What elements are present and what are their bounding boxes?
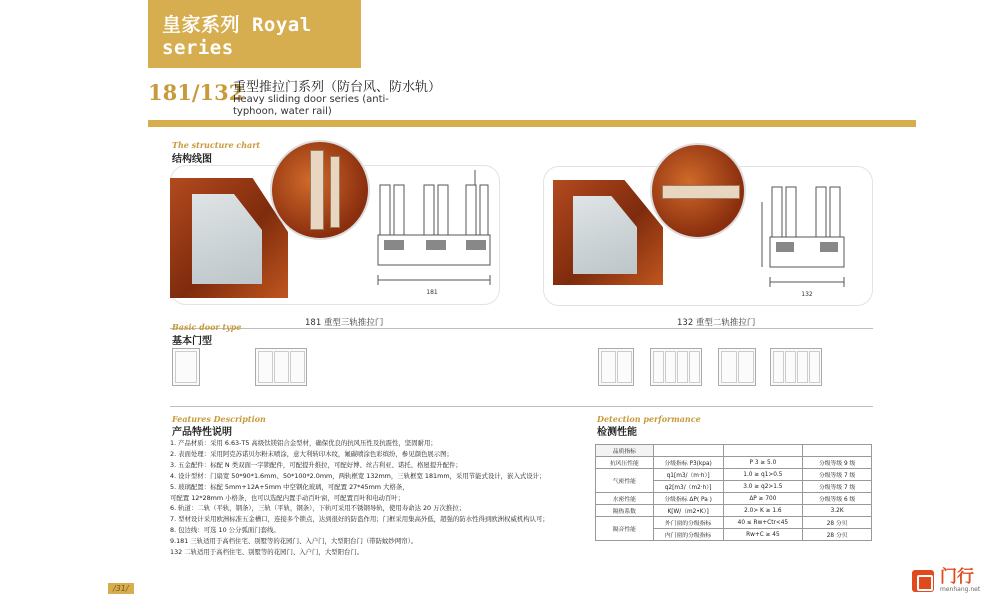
table-cell: 分级指标 ΔP( Pa ) xyxy=(653,493,723,505)
table-cell: 1.0 ≥ q1>0.5 xyxy=(723,469,803,481)
site-logo[interactable] xyxy=(912,568,980,593)
table-cell: 隔音性能 xyxy=(596,517,654,541)
header-divider xyxy=(148,120,916,127)
table-cell: K[W/（m2•K）] xyxy=(653,505,723,517)
table-cell: 3.0 ≥ q2>1.5 xyxy=(723,481,803,493)
cross-section-drawing-181 xyxy=(370,170,500,310)
table-cell: 隔热系数 xyxy=(596,505,654,517)
table-cell: P 3 ≥ 5.0 xyxy=(723,457,803,469)
table-cell: 水密性能 xyxy=(596,493,654,505)
logo-text-cn: 门行 xyxy=(940,567,974,587)
feature-line: 1. 产品材质：采用 6.63-T5 高级钛镁铝合金型材，确保优良的抗风压性及抗震性，坚固耐用； xyxy=(170,439,437,447)
section-divider-2 xyxy=(170,406,873,407)
door-type-icon-single xyxy=(172,348,200,386)
door-type-icon-four-panel-b xyxy=(770,348,822,386)
structure-heading-en: The structure chart xyxy=(172,140,261,150)
table-cell: 内门窗的分级指标 xyxy=(653,529,723,541)
table-cell: 气密性能 xyxy=(596,469,654,493)
feature-line: 132 二轨适用于高档住宅、别墅等的花园门、入户门，大型阳台门。 xyxy=(170,548,364,557)
door-type-icon-three-panel xyxy=(255,348,307,386)
door-type-icon-two-panel xyxy=(598,348,634,386)
door-type-icon-four-panel-a xyxy=(650,348,702,386)
product-title-cn: 重型推拉门系列（防台风、防水轨） xyxy=(233,80,442,95)
table-cell: q1[m3/（m·h）] xyxy=(653,469,723,481)
table-cell: 分级等级 9 级 xyxy=(803,457,872,469)
door-type-icon-two-panel-b xyxy=(718,348,756,386)
features-list xyxy=(170,438,585,558)
table-cell: 40 ≤ Rw+Ctr<45 xyxy=(723,517,803,529)
series-banner-text: 皇家系列 Royal series xyxy=(162,13,312,59)
structure-heading-cn: 结构线图 xyxy=(172,154,212,165)
table-cell: 3.2K xyxy=(803,505,872,517)
caption-181: 181 重型三轨推拉门 xyxy=(305,318,384,328)
door-type-heading-en: Basic door type xyxy=(172,322,242,332)
table-cell: 分级指标 P3(kpa) xyxy=(653,457,723,469)
table-cell: 分级等级 7 级 xyxy=(803,469,872,481)
table-cell: 2.0> K ≥ 1.6 xyxy=(723,505,803,517)
feature-line: 5. 玻璃配置：标配 5mm+12A+5mm 中空钢化玻璃，可配置 27*45mm 大格条， xyxy=(170,482,409,491)
series-banner xyxy=(148,0,361,68)
logo-icon xyxy=(912,570,934,592)
table-row xyxy=(596,457,872,469)
table-header-cell: 品质指标 xyxy=(596,445,654,457)
features-heading-cn: 产品特性说明 xyxy=(172,427,232,438)
feature-line: 可配置 12*28mm 小格条，也可以选配内置手动百叶窗，可配置百叶和电动百叶； xyxy=(170,493,405,502)
performance-heading-en: Detection performance xyxy=(597,414,701,424)
table-cell: 分级等级 6 级 xyxy=(803,493,872,505)
page-number: /31/ xyxy=(108,583,134,594)
table-cell: 抗风压性能 xyxy=(596,457,654,469)
section-divider xyxy=(170,328,873,329)
table-cell: q2[m3/（m2·h）] xyxy=(653,481,723,493)
logo-text-en: menhang.net xyxy=(940,586,981,593)
feature-line: 6. 轨道：二轨（平轨，钢条），三轨（平轨，钢条），下轨可采用不锈钢导轨，使用寿命达 20 万次推拉； xyxy=(170,504,466,513)
feature-line: 2. 表面处理：采用阿克苏诺贝尔粉末喷涂，意大利转印木纹，氟碳喷涂色彩缤纷，参见颜色展示图； xyxy=(170,449,453,458)
table-cell: ΔP ≥ 700 xyxy=(723,493,803,505)
dim-label-132: 132 xyxy=(801,291,813,298)
table-cell: Rw+C ≥ 45 xyxy=(723,529,803,541)
door-corner-photo-132 xyxy=(553,180,663,285)
door-type-heading-cn: 基本门型 xyxy=(172,336,212,347)
features-heading-en: Features Description xyxy=(172,414,266,424)
feature-line: 9.181 三轨适用于高档住宅、别墅等的花园门、入户门，大型阳台门（带防蚊纱网帘）。 xyxy=(170,537,418,546)
table-row xyxy=(596,505,872,517)
table-cell: 28 分贝 xyxy=(803,517,872,529)
cross-section-drawing-132 xyxy=(750,172,872,307)
table-cell: 分级等级 7 级 xyxy=(803,481,872,493)
feature-line: 8. 包边线：可选 10 公分弧面门套线。 xyxy=(170,526,280,535)
table-row xyxy=(596,517,872,529)
table-row xyxy=(596,469,872,481)
feature-line: 7. 型材设计采用欧洲标准五金槽口，连接多个锁点，达到很好的防盗作用；门框采用集高外低，超强的防水性得到欧洲权威机构认可； xyxy=(170,515,549,524)
product-title-en: Heavy sliding door series (anti-typhoon, water rail) xyxy=(233,94,389,117)
dim-label-181: 181 xyxy=(426,289,438,296)
table-row xyxy=(596,445,872,457)
model-number: 181/132 xyxy=(148,80,244,105)
profile-detail-circle-132 xyxy=(650,143,746,239)
performance-heading-cn: 检测性能 xyxy=(597,427,637,438)
performance-table xyxy=(595,444,872,541)
table-cell: 28 分贝 xyxy=(803,529,872,541)
table-cell: 外门窗的分级指标 xyxy=(653,517,723,529)
table-row xyxy=(596,493,872,505)
profile-detail-circle-181 xyxy=(270,140,370,240)
feature-line: 3. 五金配件：标配 N 类双面一字锁配件，可配提升推拉，可配好博、丝吉利亚、诺托、格屋提升配件； xyxy=(170,460,462,469)
caption-132: 132 重型二轨推拉门 xyxy=(677,318,756,328)
feature-line: 4. 设计型材：门扇宽 50*90*1.6mm、50*100*2.0mm，两轨框宽 132mm，三轨框宽 181mm，采用节能式设计，嵌入式设计； xyxy=(170,471,546,480)
